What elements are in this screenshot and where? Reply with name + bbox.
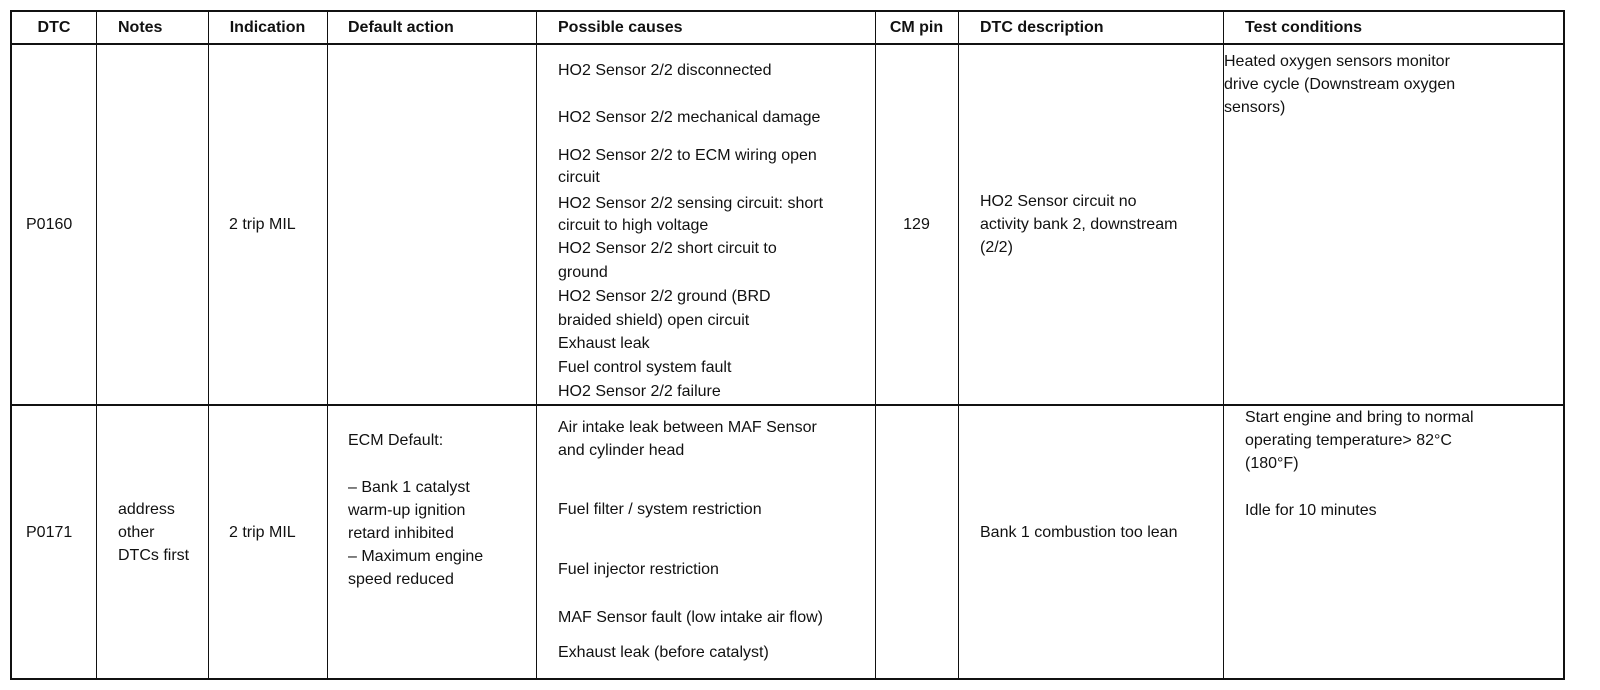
cause-line: circuit to high voltage	[558, 217, 709, 234]
cause-line: circuit	[558, 169, 600, 186]
header-notes: Notes	[118, 19, 163, 36]
column-divider	[958, 12, 959, 678]
column-divider	[96, 12, 97, 678]
row-1-cm-pin: 129	[903, 216, 930, 233]
column-divider	[536, 12, 537, 678]
test-condition-line: (180°F)	[1245, 455, 1299, 472]
test-condition-line: operating temperature> 82°C	[1245, 432, 1452, 449]
row-2-dtc: P0171	[26, 524, 73, 541]
cause-line: and cylinder head	[558, 442, 685, 459]
default-action-line: speed reduced	[348, 571, 454, 588]
header-dtc: DTC	[37, 19, 71, 36]
header-divider	[12, 43, 1563, 45]
cause-line: Exhaust leak	[558, 335, 650, 352]
default-action-line: – Bank 1 catalyst	[348, 479, 470, 496]
cause-line: ground	[558, 264, 608, 281]
header-test-conditions: Test conditions	[1245, 19, 1363, 36]
cause-line: braided shield) open circuit	[558, 312, 750, 329]
column-divider	[875, 12, 876, 678]
test-condition-line: Idle for 10 minutes	[1245, 502, 1377, 519]
cause-line: Air intake leak between MAF Sensor	[558, 419, 817, 436]
row-1-dtc: P0160	[26, 216, 73, 233]
default-action-line: ECM Default:	[348, 432, 444, 449]
row-1-indication: 2 trip MIL	[229, 216, 296, 233]
cause-line: HO2 Sensor 2/2 sensing circuit: short	[558, 195, 824, 212]
header-indication: Indication	[229, 19, 306, 36]
row-2-notes: address other DTCs first	[118, 501, 190, 564]
cause-line: Fuel injector restriction	[558, 561, 719, 578]
cause-line: Exhaust leak (before catalyst)	[558, 644, 769, 661]
header-cm-pin: CM pin	[889, 19, 944, 36]
cause-line: HO2 Sensor 2/2 to ECM wiring open	[558, 147, 817, 164]
header-dtc-description: DTC description	[980, 19, 1104, 36]
default-action-line: – Maximum engine	[348, 548, 484, 565]
dtc-table	[10, 10, 1565, 680]
cause-line: MAF Sensor fault (low intake air flow)	[558, 609, 823, 626]
cause-line: HO2 Sensor 2/2 short circuit to	[558, 240, 777, 257]
test-condition-line: Start engine and bring to normal	[1245, 409, 1474, 426]
header-possible-causes: Possible causes	[558, 19, 683, 36]
default-action-line: retard inhibited	[348, 525, 454, 542]
column-divider	[208, 12, 209, 678]
header-default-action: Default action	[348, 19, 454, 36]
cause-line: HO2 Sensor 2/2 failure	[558, 383, 721, 400]
cause-line: HO2 Sensor 2/2 ground (BRD	[558, 288, 771, 305]
cause-line: Fuel filter / system restriction	[558, 501, 762, 518]
cause-line: HO2 Sensor 2/2 disconnected	[558, 62, 772, 79]
row-1-dtc-description: HO2 Sensor circuit no activity bank 2, downstream (2/2)	[980, 193, 1178, 256]
row-2-indication: 2 trip MIL	[229, 524, 296, 541]
row-1-test-conditions: Heated oxygen sensors monitor drive cycle (Downstream oxygen sensors)	[1224, 53, 1456, 116]
cause-line: Fuel control system fault	[558, 359, 732, 376]
row-2-dtc-description: Bank 1 combustion too lean	[980, 524, 1178, 541]
default-action-line: warm-up ignition	[348, 502, 466, 519]
column-divider	[327, 12, 328, 678]
cause-line: HO2 Sensor 2/2 mechanical damage	[558, 109, 821, 126]
